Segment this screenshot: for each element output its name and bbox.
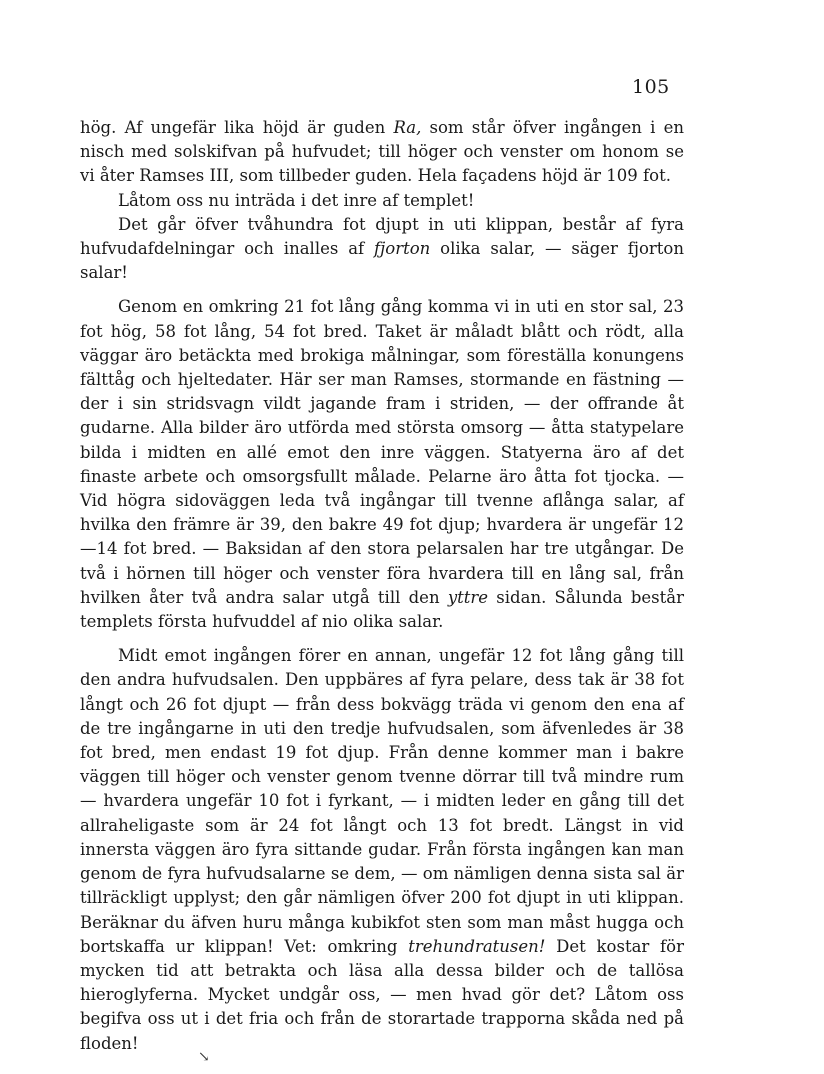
italic-text: Ra, bbox=[393, 118, 422, 137]
text-run: Det kostar för mycken tid att betrakta och läsa alla dessa bilder och de tallösa hieroglyferna. Mycket undgår oss, — men hvad gör det? Låtom oss begifva oss ut i det fria och från de storartade trapporna skåda ned på floden! bbox=[80, 936, 684, 1053]
text-run: sidan. Sålunda består templets första hufvuddel af nio olika salar. bbox=[80, 587, 684, 632]
italic-text: fjorton bbox=[374, 239, 431, 259]
paragraph bbox=[80, 116, 684, 189]
paragraph bbox=[80, 189, 684, 213]
paragraph bbox=[80, 644, 684, 1055]
stray-mark-icon: ↘ bbox=[198, 1049, 210, 1065]
text-run: Det går öfver tvåhundra fot djupt in uti klippan, består af fyra hufvudafdelningar och inalles af bbox=[80, 214, 684, 259]
text-run: Midt emot ingången förer en annan, ungefär 12 fot lång gång till den andra hufvudsalen. Den uppbäres af fyra pelare, dess tak är 38 fot långt och 26 fot djupt — från dess bokvägg träda vi genom den ena af de tre ingångarne in uti den tredje hufvudsalen, som äfvenledes är 38 fot bred, men endast 19 fot djup. Från denne kommer man i bakre väggen till höger och venster genom tvenne dörrar till två mindre rum — hvardera ungefär 10 fot i fyrkant, — i midten leder en gång till det allraheligaste som är 24 fot långt och 13 fot bredt. Längst in vid innersta väggen äro fyra sittande gudar. Från första ingången kan man genom de fyra hufvudsalarne se dem, — om nämligen denna sista sal är tillräckligt upplyst; den går nämligen öfver 200 fot djupt in uti klippan. Beräknar du äfven huru många kubikfot sten som man måst hugga och bortskaffa ur klippan! Vet: omkring bbox=[80, 646, 684, 956]
body-text bbox=[80, 116, 684, 1056]
page-number: 105 bbox=[632, 76, 670, 98]
italic-text: yttre bbox=[447, 587, 489, 607]
paragraph bbox=[80, 295, 684, 634]
text-run: som står öfver ingången i en nisch med solskifvan på hufvudet; till höger och venster om honom se vi åter Ramses III, som tillbeder guden. Hela façadens höjd är 109 fot. bbox=[80, 118, 684, 186]
text-run: hög. Af ungefär lika höjd är guden bbox=[80, 118, 394, 137]
text-run: Genom en omkring 21 fot lång gång komma vi in uti en stor sal, 23 fot hög, 58 fot lång, 54 fot bred. Taket är måladt blått och rödt, alla väggar äro betäckta med brokiga målningar, som föreställa konungens fälttåg och hjeltedater. Här ser man Ramses, stormande en fästning — der i sin stridsvagn vildt jagande fram i striden, — der offrande åt gudarne. Alla bilder äro utförda med största omsorg — åtta statypelare bilda i midten en allé emot den inre väggen. Statyerna äro af det finaste arbete och omsorgsfullt målade. Pelarne äro åtta fot tjocka. — Vid högra sidoväggen leda två ingångar till tvenne aflånga salar, af hvilka den främre är 39, den bakre 49 fot djup; hvardera är ungefär 12—14 fot bred. — Baksidan af den stora pelarsalen har tre utgångar. De två i hörnen till höger och venster föra hvardera till en lång sal, från hvilken åter två andra salar utgå till den bbox=[80, 297, 684, 607]
italic-text: trehundratusen! bbox=[408, 936, 546, 956]
text-run: Låtom oss nu inträda i det inre af templet! bbox=[118, 190, 475, 210]
text-run: olika salar, — säger fjorton salar! bbox=[80, 239, 684, 283]
paragraph bbox=[80, 213, 684, 286]
